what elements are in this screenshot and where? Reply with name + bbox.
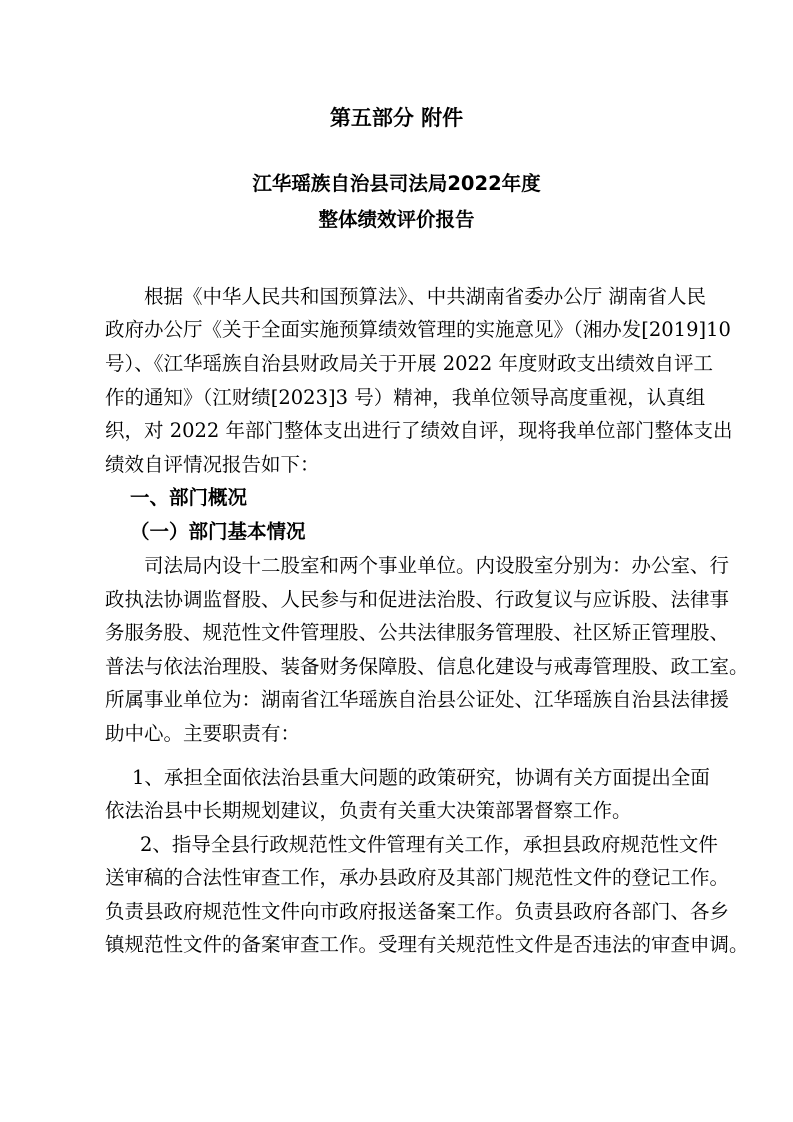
duty2-line: 镇规范性文件的备案审查工作。受理有关规范性文件是否违法的审查申调。 xyxy=(105,933,749,956)
basic-line: 务服务股、规范性文件管理股、公共法律服务管理股、社区矫正管理股、 xyxy=(105,621,730,644)
report-title-line1: 江华瑶族自治县司法局2022年度 xyxy=(252,172,541,195)
duty1-line: 1、承担全面依法治县重大问题的政策研究，协调有关方面提出全面 xyxy=(132,766,710,789)
intro-line: 根据《中华人民共和国预算法》、中共湖南省委办公厅 湖南省人民 xyxy=(144,285,706,308)
intro-line: 作的通知》（江财绩[2023]3 号）精神，我单位领导高度重视，认真组 xyxy=(105,386,706,409)
intro-line: 号）、《江华瑶族自治县财政局关于开展 2022 年度财政支出绩效自评工 xyxy=(105,352,714,375)
intro-line: 政府办公厅《关于全面实施预算绩效管理的实施意见》（湘办发[2019]10 xyxy=(105,318,731,341)
intro-line: 绩效自评情况报告如下： xyxy=(105,453,320,476)
basic-line: 所属事业单位为：湖南省江华瑶族自治县公证处、江华瑶族自治县法律援 xyxy=(105,688,730,711)
duty2-line: 2、指导全县行政规范性文件管理有关工作，承担县政府规范性文件 xyxy=(140,833,718,856)
duty1-line: 依法治县中长期规划建议，负责有关重大决策部署督察工作。 xyxy=(105,799,632,822)
subsection1-heading: （一）部门基本情况 xyxy=(130,520,306,543)
basic-line: 政执法协调监督股、人民参与和促进法治股、行政复议与应诉股、法律事 xyxy=(105,588,730,611)
part-title: 第五部分 附件 xyxy=(329,106,464,130)
intro-line: 织，对 2022 年部门整体支出进行了绩效自评，现将我单位部门整体支出 xyxy=(105,419,733,442)
duty2-line: 负责县政府规范性文件向市政府报送备案工作。负责县政府各部门、各乡 xyxy=(105,900,730,923)
duty2-line: 送审稿的合法性审查工作，承办县政府及其部门规范性文件的登记工作。 xyxy=(105,866,730,889)
report-title-line2: 整体绩效评价报告 xyxy=(318,208,475,231)
basic-line: 普法与依法治理股、装备财务保障股、信息化建设与戒毒管理股、政工室。 xyxy=(105,655,749,678)
basic-line: 司法局内设十二股室和两个事业单位。内设股室分别为：办公室、行 xyxy=(144,554,730,577)
basic-line: 助中心。主要职责有： xyxy=(105,722,301,745)
section1-heading: 一、部门概况 xyxy=(130,486,248,509)
